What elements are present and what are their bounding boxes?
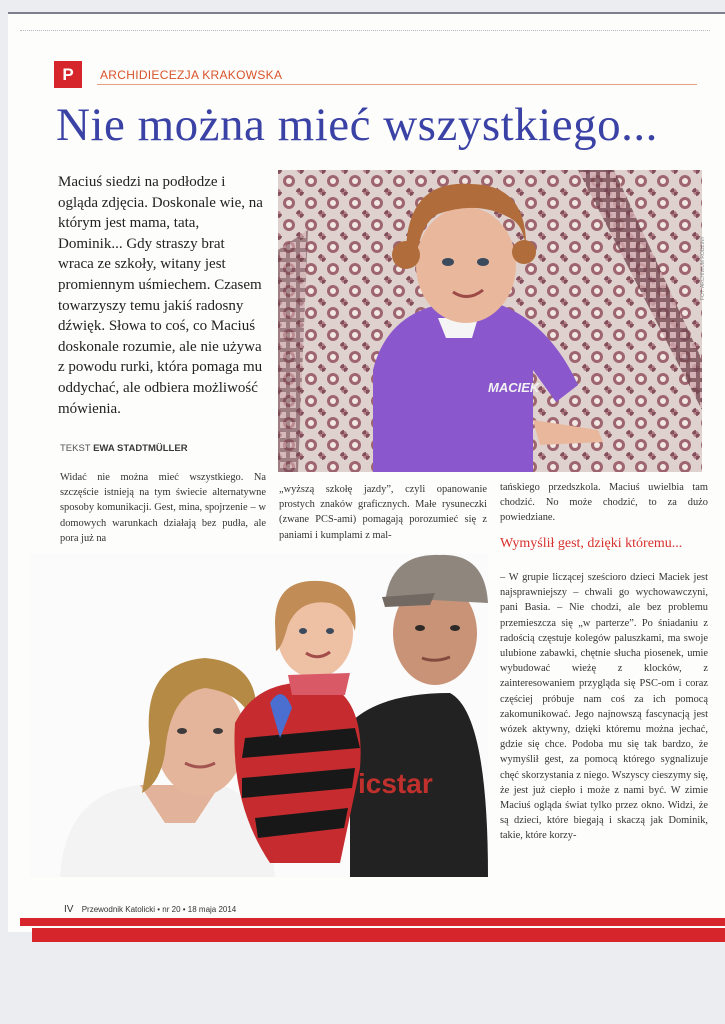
dotted-rule [20, 30, 710, 31]
column-2-text: „wyższą szkołę jazdy”, czyli opanowanie prostych znaków graficznych. Małe rysuneczki (zwane PCS-ami) pomagają porozumieć się z paniami i kumplami z mal- [279, 484, 487, 541]
page-number: IV [64, 904, 74, 915]
photo-credit: FOT. ARCHIWUM RODZINY [700, 236, 706, 300]
publication-info: Przewodnik Katolicki • nr 20 • 18 maja 2014 [81, 905, 237, 914]
section-divider [97, 84, 697, 85]
author-byline [60, 443, 188, 454]
photo-family [30, 553, 488, 877]
article-intro: Maciuś siedzi na podłodze i ogląda zdjęcia. Doskonale wie, na którym jest mama, tata, Dominik... Gdy straszy brat wraca ze szkoły, witany jest promiennym uśmiechem. Czasem towarzyszy temu jakiś radosny dźwięk. Słowa to coś, co Maciuś doskonale rozumie, ale nie używa z powodu rurki, która pomaga mu oddychać, ale odbiera możliwość mówienia. [58, 174, 263, 417]
column-3-top-text: tańskiego przedszkola. Maciuś uwielbia tam chodzić. No może chodzić, to za dużo powiedziane. [500, 482, 708, 524]
photo-boy-on-carpet [278, 170, 702, 472]
footer-red-band [32, 928, 725, 942]
page-top-edge [8, 12, 725, 14]
column-3-text: – W grupie liczącej sześcioro dzieci Maciek jest najsprawniejszy – chwali go wychowawczyni, pani Basia. – Nie chodzi, ale bez problemu przemieszcza się „w parterze”. Po śniadaniu z radością częstuje kolegów paluszkami, ma swoje ulubione zabawki, chętnie słucha piosenek, umie wybudować wieżę z klocków, z zainteresowaniem przygląda się PSC-om i coraz częściej próbuje nam coś za ich pomocą zakomunikować. Jego najnowszą fascynacją jest wózek aktywny, dzięki któremu można jechać, gdzie się chce. Podoba mu się tak bardzo, że wymyślił gest, za pomocą którego sygnalizuje chęć skorzystania z niego. Wszyscy cieszymy się, że jest już ciepło i może z nami być. W zimie Maciuś ogląda świat tylko przez okno. Widzi, że są dzieci, które biegają i skaczą jak Dominik, takie, które korzy- [500, 572, 708, 842]
footer-red-rule [20, 918, 725, 926]
section-badge: P [54, 61, 82, 88]
section-label: ARCHIDIECEZJA KRAKOWSKA [100, 68, 283, 82]
page-footer [64, 904, 236, 915]
article-title: Nie można mieć wszystkiego... [56, 99, 658, 151]
tshirt-print: icstar [358, 768, 433, 799]
subheading: Wymyślił gest, dzięki któremu... [500, 536, 683, 551]
column-1-text: Widać nie można mieć wszystkiego. Na szczęście istnieją na tym świecie alternatywne sposoby komunikacji. Gest, mina, spojrzenie – w domowych warunkach działają bez pudła, ale pora już na [60, 472, 266, 544]
author-prefix: TEKST [60, 443, 91, 454]
shirt-print: MACIEK [488, 380, 540, 395]
author-name: EWA STADTMÜLLER [93, 443, 188, 454]
